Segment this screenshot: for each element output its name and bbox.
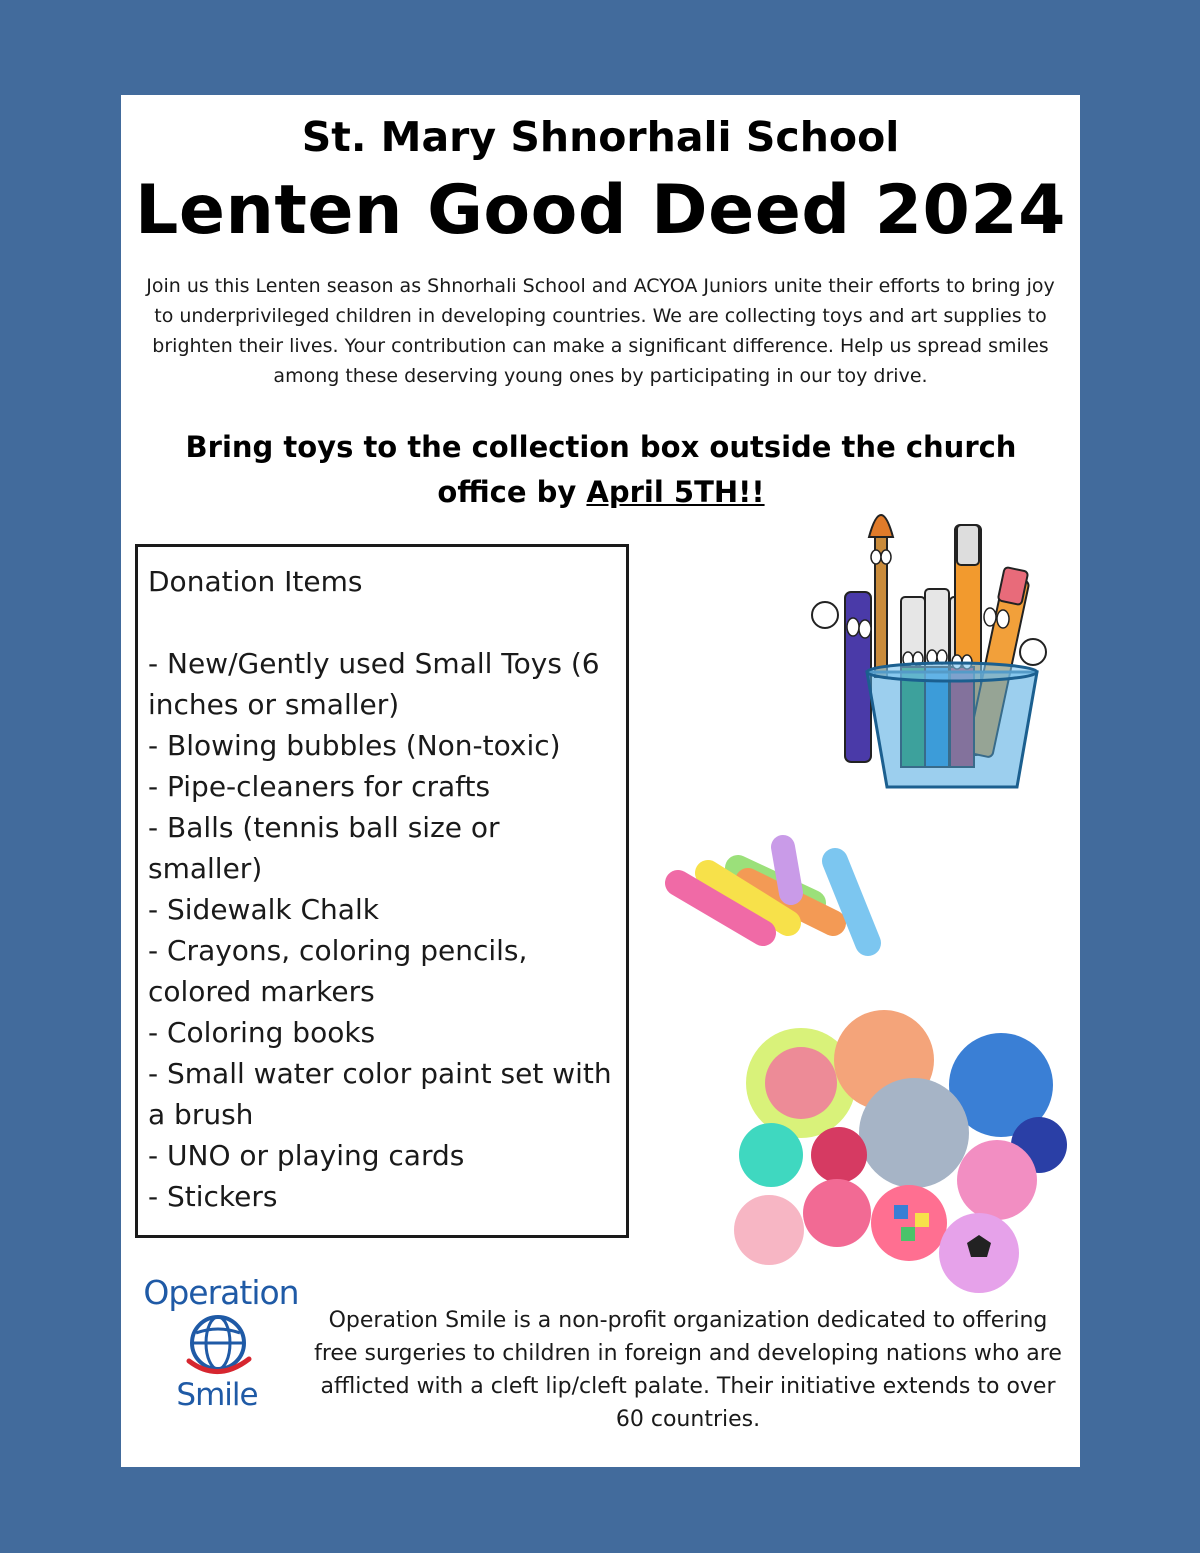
markers-cup-illustration: [805, 497, 1055, 797]
donation-heading: Donation Items: [148, 565, 363, 598]
donation-list: [148, 643, 616, 1217]
globe-icon: [183, 1311, 253, 1381]
operation-smile-logo: [141, 1273, 301, 1423]
operation-smile-description: Operation Smile is a non-profit organization dedicated to offering free surgeries to children in foreign and developing nations who are afflicted with a cleft lip/cleft palate. Their initiative extends to over 60 countries.: [314, 1308, 1062, 1432]
list-item: - Sidewalk Chalk: [148, 893, 379, 926]
list-item: - Small water color paint set with a brush: [148, 1057, 612, 1131]
list-item: - UNO or playing cards: [148, 1139, 465, 1172]
list-item: - Pipe-cleaners for crafts: [148, 770, 491, 803]
list-item: - New/Gently used Small Toys (6 inches or smaller): [148, 647, 600, 721]
logo-bottom-text: Smile: [176, 1377, 258, 1413]
flyer-sheet: [121, 95, 1080, 1467]
list-item: - Stickers: [148, 1180, 278, 1213]
school-name: St. Mary Shnorhali School: [301, 113, 900, 161]
list-item: - Crayons, coloring pencils, colored markers: [148, 934, 528, 1008]
list-item: - Balls (tennis ball size or smaller): [148, 811, 500, 885]
sidewalk-chalk-illustration: [663, 833, 893, 968]
intro-paragraph: Join us this Lenten season as Shnorhali School and ACYOA Juniors unite their efforts to bring joy to underprivileged children in developing countries. We are collecting toys and art supplies to brighten their lives. Your contribution can make a significant difference. Help us spread smiles among these deserving young ones by participating in our toy drive.: [146, 275, 1055, 387]
deadline: April 5TH!!: [586, 475, 765, 509]
list-item: - Coloring books: [148, 1016, 376, 1049]
bouncy-balls-illustration: [729, 1005, 1069, 1295]
donation-items-box: [135, 544, 629, 1238]
logo-top-text: Operation: [143, 1273, 299, 1312]
flyer-title: Lenten Good Deed 2024: [135, 171, 1066, 250]
list-item: - Blowing bubbles (Non-toxic): [148, 729, 561, 762]
collection-lead: Bring toys to the collection box outside the church office by: [185, 430, 1017, 509]
